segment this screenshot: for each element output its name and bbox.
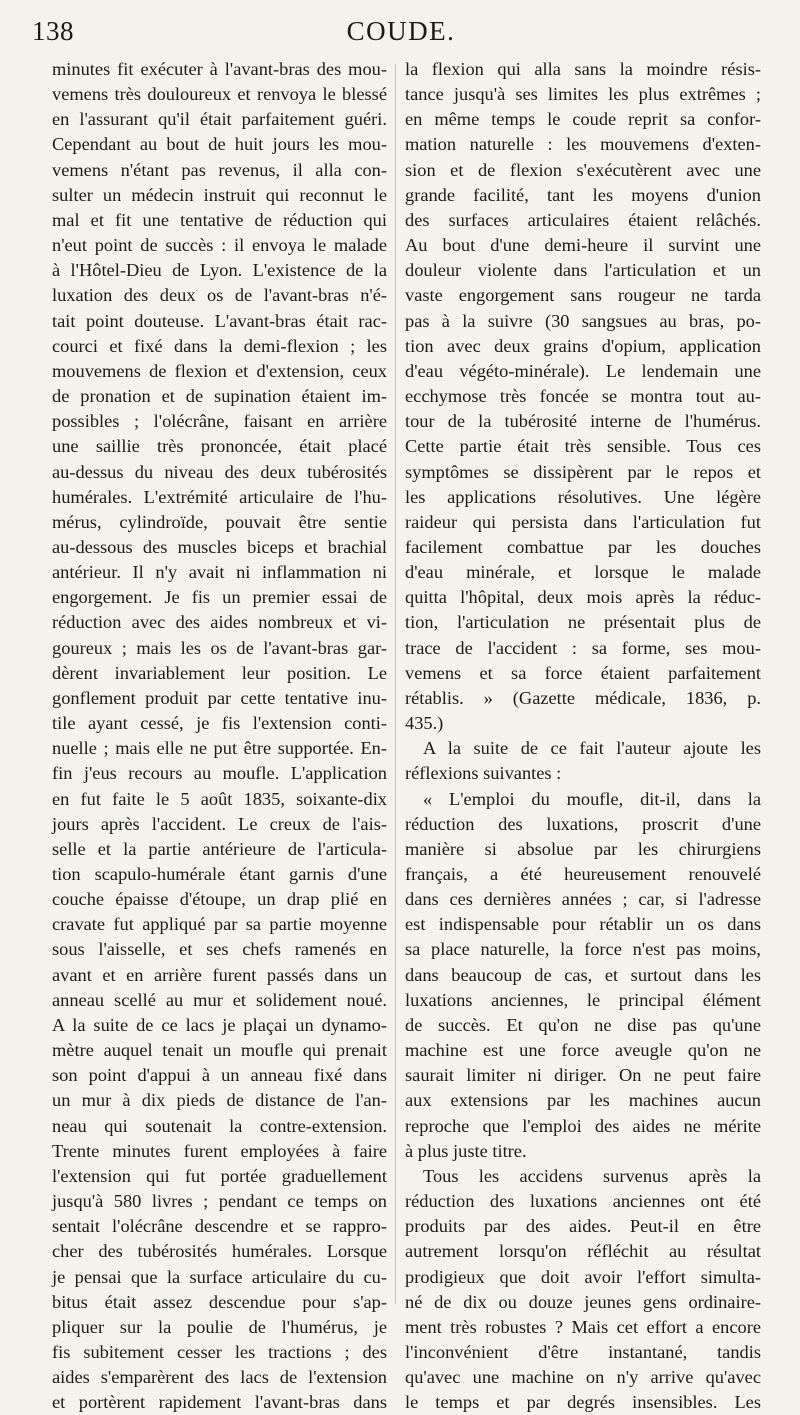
text-line: la flexion qui alla sans la moindre résis- [405,59,761,79]
text-line: raideur qui persista dans l'articulation fut [405,511,761,532]
text-line: anneau scellé au mur et solidement noué. [52,989,387,1010]
text-line: l'inconvénient d'être instantané, tandis [405,1341,761,1362]
text-line: les applications résolutives. Une légère [405,486,761,507]
text-line: neau qui soutenait la contre-extension. [52,1115,387,1136]
text-line: sulter un médecin instruit qui reconnut le [52,184,387,205]
text-line: facilement combattue par les douches [405,536,761,557]
text-line: mérus, cylindroïde, pouvait être sentie [52,511,387,532]
text-line: gonflement produit par cette tentative inu- [52,687,387,708]
text-line: Au bout d'une demi-heure il survint une [405,235,761,256]
text-line: vemens et sa force étaient parfaitement [405,662,761,683]
text-line: tion avec deux grains d'opium, application [405,335,761,356]
page-header [32,14,770,54]
text-line: vemens n'étant pas revenus, il alla con- [52,159,387,180]
text-line: tile ayant cessé, je fis l'extension conti- [52,713,387,734]
text-line: nuelle ; mais elle ne put être supportée. En- [52,738,387,759]
text-line: bitus était assez descendue pour s'ap- [52,1291,387,1312]
text-line: en même temps le coude reprit sa confor- [405,109,761,130]
text-line: possibles ; l'olécrâne, faisant en arrière [52,411,387,432]
running-head-title: COUDE. [346,16,456,46]
text-line: né de dix ou douze jeunes gens ordinaire- [405,1291,761,1312]
text-line: symptômes se dissipèrent par le repos et [405,461,761,482]
text-line: saurait limiter ni diriger. On ne peut faire [405,1065,761,1086]
text-line: au-dessous des muscles biceps et brachial [52,536,387,557]
text-line: sentait l'olécrâne descendre et se rappro- [52,1216,387,1237]
text-line: machine est une force aveugle qu'on ne [405,1040,761,1061]
text-line: sous l'aisselle, et ses chefs ramenés en [52,939,387,960]
text-line: d'eau végéto-minérale). Le lendemain une [405,360,761,381]
text-line: de succès. Et qu'on ne dise pas qu'une [405,1014,761,1035]
text-line: aux extensions par les machines aucun [405,1090,761,1111]
text-line: réduction des luxations anciennes ont été [405,1191,761,1212]
text-line: Trente minutes furent employées à faire [52,1140,387,1161]
text-line: dèrent invariablement leur position. Le [52,662,387,683]
text-line: Tous les accidens survenus après la [423,1165,761,1186]
text-line: de pronation et de supination étaient im- [52,386,387,407]
text-line: tait point douteuse. L'avant-bras était rac- [52,310,387,331]
text-line: l'extension qui fut portée graduellement [52,1165,387,1186]
text-line: autrement lorsqu'on réfléchit au résultat [405,1241,761,1262]
text-line: Cette partie était très sensible. Tous ces [405,436,761,457]
text-line: aides s'emparèrent des lacs de l'extension [52,1367,387,1388]
text-line: est indispensable pour rétablir un os dans [405,914,761,935]
text-line: trace de l'accident : sa forme, ses mou- [405,637,761,658]
text-line: des surfaces articulaires étaient relâchés. [405,209,761,230]
text-line: luxation des deux os de l'avant-bras n'é- [52,285,387,306]
text-line: douleur violente dans l'articulation et un [405,260,761,281]
text-line: pas à la suivre (30 sangsues au bras, po- [405,310,761,331]
text-line: tour de la tubérosité interne de l'humérus. [405,411,761,432]
text-line: en fut faite le 5 août 1835, soixante-dix [52,788,387,809]
text-line: mal et fit une tentative de réduction qui [52,209,387,230]
text-line: jours après l'accident. Le creux de l'ais- [52,813,387,834]
text-line: dans beaucoup de cas, et surtout dans les [405,964,761,985]
text-line: son point d'appui à un anneau fixé dans [52,1065,387,1086]
text-line: tion scapulo-humérale étant garnis d'une [52,864,387,884]
text-line: réflexions suivantes : [405,763,562,784]
text-line: français, a été heureusement renouvelé [405,864,761,884]
text-line: tion, l'articulation ne présentait plus de [405,612,761,633]
text-line: jusqu'à 580 livres ; pendant ce temps on [52,1191,387,1212]
text-line: d'eau minérale, et lorsque le malade [405,562,761,583]
text-line: A la suite de ce lacs je plaçai un dynamo- [52,1014,387,1035]
text-line: minutes fit exécuter à l'avant-bras des mou- [52,59,387,79]
text-line: Cependant au bout de huit jours les mou- [52,134,387,155]
text-line: grande facilité, tant les moyens d'union [405,184,761,205]
text-line: luxations anciennes, le principal élément [405,989,761,1010]
text-line: n'eut point de succès : il envoya le malade [52,235,387,256]
text-line: je pensai que la surface articulaire du cu- [52,1266,387,1287]
text-line: tance jusqu'à ses limites les plus extrêmes ; [405,84,761,105]
text-line: sa place naturelle, la force n'est pas moins, [405,939,761,960]
text-line: reproche que l'emploi des aides ne mérite [405,1115,761,1136]
text-line: et portèrent rapidement l'avant-bras dans [52,1392,387,1413]
text-line: A la suite de ce fait l'auteur ajoute les [423,738,761,759]
text-line: humérales. L'extrémité articulaire de l'hu- [52,486,387,507]
text-line: couche épaisse d'étoupe, un drap plié en [52,889,387,910]
text-line: vemens très douloureux et renvoya le blessé [52,84,387,105]
text-line: ment très robustes ? Mais cet effort a encore [405,1316,761,1337]
text-line: qu'avec une machine on n'y arrive qu'avec [405,1367,761,1388]
text-line: ecchymose très foncée se montra tout au- [405,386,761,407]
text-line: rétablis. » (Gazette médicale, 1836, p. [405,687,761,708]
text-line: courci et fixé dans la demi-flexion ; les [52,335,387,356]
text-line: réduction des luxations, proscrit d'une [405,813,761,834]
text-line: le temps et par degrés insensibles. Les [405,1392,761,1413]
text-line: un mur à dix pieds de distance de l'an- [52,1090,387,1111]
text-line: mation naturelle : les mouvemens d'exten- [405,134,761,155]
text-line: fis subitement cesser les tractions ; des [52,1341,387,1362]
text-line: avant et en arrière furent passés dans un [52,964,387,985]
text-line: 435.) [405,713,444,734]
text-line: manière si absolue par les chirurgiens [405,838,761,859]
text-line: cravate fut appliqué par sa partie moyenne [52,914,387,935]
right-text-column [405,57,761,1415]
text-line: engorgement. Je fis un premier essai de [52,587,387,608]
text-line: au-dessus du niveau des deux tubérosités [52,461,387,482]
text-line: produits par des aides. Peut-il en être [405,1216,761,1237]
text-line: selle et la partie antérieure de l'articula- [52,838,387,859]
text-line: mouvemens de flexion et d'extension, ceux [52,360,387,381]
text-line: fin j'eus recours au moufle. L'application [52,763,387,784]
text-line: mètre auquel tenait un moufle qui prenait [52,1040,387,1061]
text-line: dans ces dernières années ; car, si l'adresse [405,889,761,910]
text-line: vaste engorgement sans rougeur ne tarda [405,285,761,306]
text-line: goureux ; mais les os de l'avant-bras gar- [52,637,387,658]
text-line: « L'emploi du moufle, dit-il, dans la [423,788,761,809]
text-line: quitta l'hôpital, deux mois après la réduc- [405,587,761,608]
text-line: prodigieux que doit avoir l'effort simulta- [405,1266,761,1287]
text-line: en l'assurant qu'il était parfaitement guéri. [52,109,387,130]
text-line: à plus juste titre. [405,1140,527,1161]
text-line: une saillie très prononcée, était placé [52,436,387,457]
text-line: à l'Hôtel-Dieu de Lyon. L'existence de la [52,260,387,281]
text-line: cher des tubérosités humérales. Lorsque [52,1241,387,1262]
left-text-column [52,57,387,1415]
page-number: 138 [32,16,74,46]
text-line: pliquer sur la poulie de l'humérus, je [52,1316,387,1337]
text-line: sion et de flexion s'exécutèrent avec une [405,159,761,180]
text-line: antérieur. Il n'y avait ni inflammation ni [52,562,387,583]
column-divider [395,64,396,1304]
text-line: réduction avec des aides nombreux et vi- [52,612,387,633]
